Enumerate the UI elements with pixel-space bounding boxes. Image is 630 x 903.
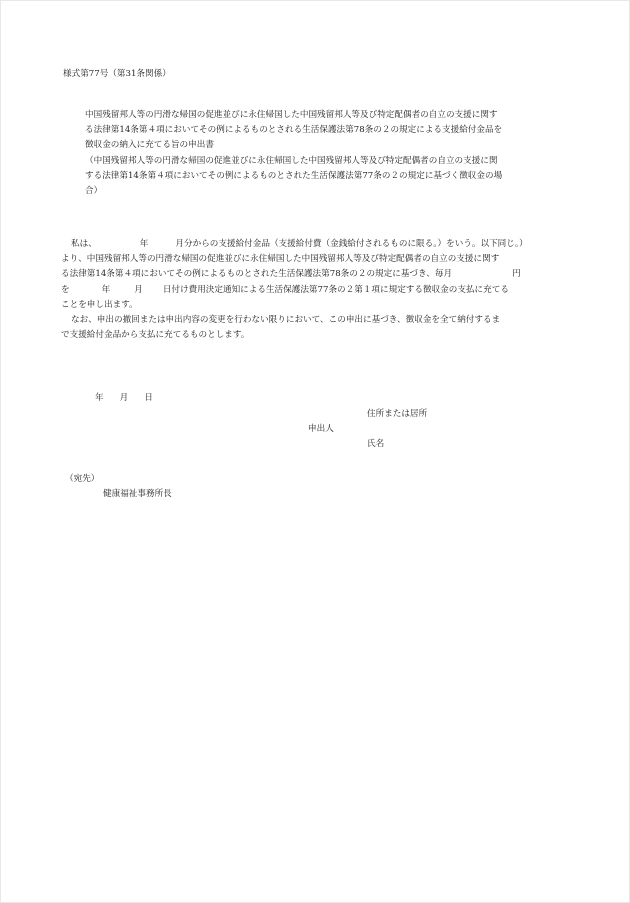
body-line-6 [61, 313, 581, 328]
date-month-label: 月 [119, 393, 129, 403]
addressee-office: 健康福祉事務所長 [103, 489, 172, 499]
body-line-4 [61, 283, 581, 298]
body-text: なお、申出の撤回または申出内容の変更を行わない限りにおいて、この申出に基づき、徴収金を全て納付するま [71, 315, 501, 326]
body-text: 日付け費用決定通知による生活保護法第77条の２第１項に規定する徴収金の支払に充てる [162, 284, 509, 295]
body-text: る法律第14条第４項においてその例によるものとされた生活保護法第78条の２の規定に基づき、毎月 [61, 269, 453, 280]
date-line [95, 391, 153, 406]
month-label: 月 [134, 284, 143, 295]
yen-label: 円 [512, 269, 521, 280]
title-line-3: 徴収金の納入に充てる旨の申出書 [85, 140, 214, 151]
title-line-5: する法律第14条第４項においてその例によるものとされた生活保護法第77条の２の規定に基づく徴収金の場 [85, 170, 503, 181]
title-line-6: 合） [85, 186, 103, 197]
document-title [85, 108, 555, 199]
applicant-label: 申出人 [308, 424, 334, 434]
body-line-3 [61, 267, 581, 282]
year-label: 年 [101, 284, 111, 295]
date-year-label: 年 [95, 393, 104, 403]
title-line-1: 中国残留邦人等の円滑な帰国の促進並びに永住帰国した中国残留邦人等及び特定配偶者の自立の支援に関す [85, 110, 498, 120]
date-day-label: 日 [144, 393, 153, 403]
name-label: 氏名 [367, 439, 385, 449]
body-line-7: で支援給付金品から支払に充てるものとします。 [61, 330, 250, 341]
body-line-5: ことを申し出ます。 [61, 299, 138, 310]
addressee-label: （宛先） [65, 474, 100, 484]
title-line-2: る法律第14条第４項においてその例によるものとされる生活保護法第78条の２の規定による支援給付金品を [85, 125, 503, 136]
document-body [61, 237, 581, 343]
body-text: 月分からの支援給付金品（支援給付費（金銭給付されるものに限る。）をいう。以下同じ。） [175, 239, 528, 249]
body-line-2: より、中国残留邦人等の円滑な帰国の促進並びに永住帰国した中国残留邦人等及び特定配偶者の自立の支援に関す [61, 254, 500, 265]
year-label: 年 [139, 239, 149, 249]
form-number: 様式第77号（第31条関係） [63, 69, 171, 79]
address-label: 住所または居所 [367, 409, 428, 419]
body-text: 私は、 [71, 239, 97, 249]
title-line-4: （中国残留邦人等の円滑な帰国の促進並びに永住帰国した中国残留邦人等及び特定配偶者の自立の支援に関 [85, 155, 498, 166]
body-line-1 [61, 237, 581, 252]
body-text: を [61, 284, 70, 295]
